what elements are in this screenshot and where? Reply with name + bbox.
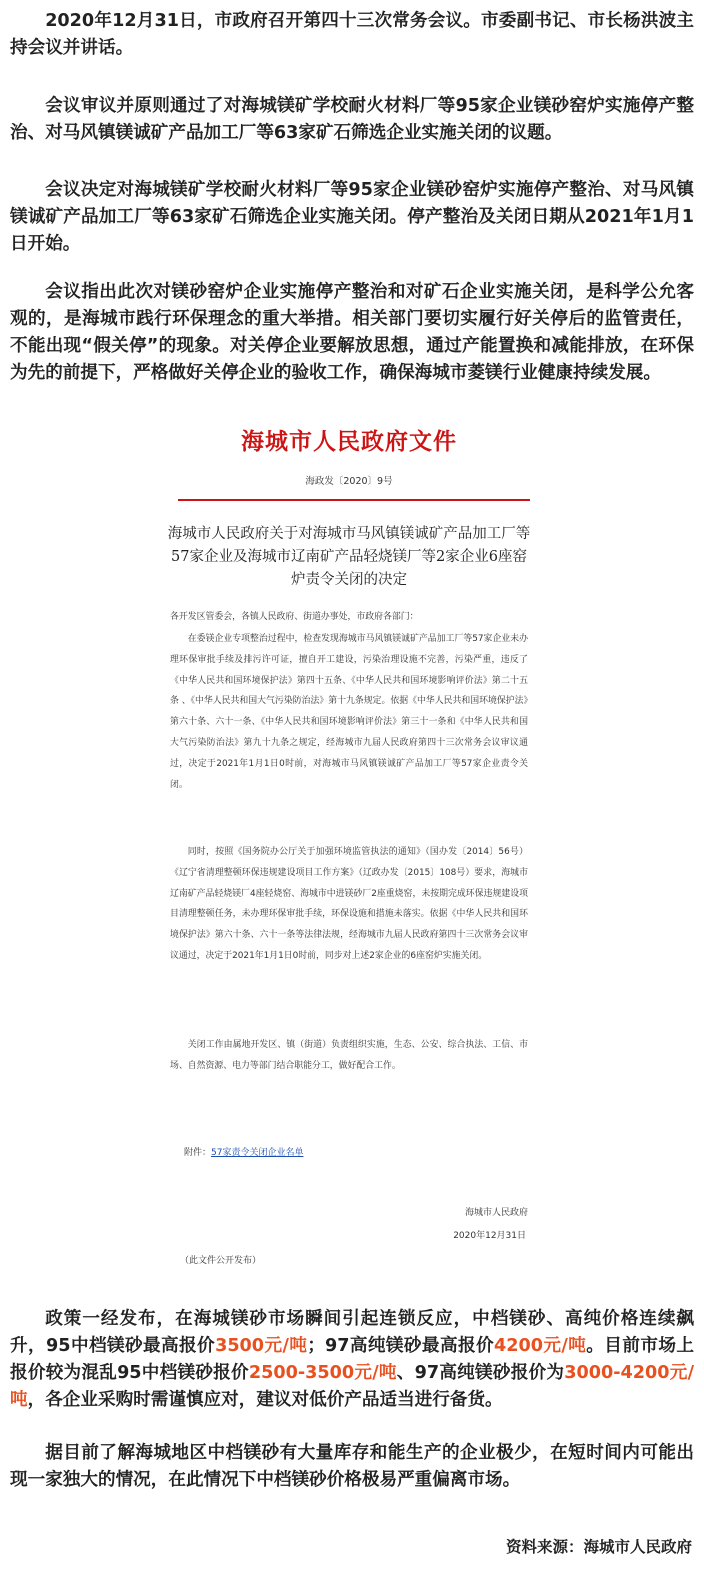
document-date: 2020年12月31日 (453, 1231, 526, 1241)
document-header: 海城市人民政府文件 (241, 428, 457, 455)
document-red-rule (178, 499, 530, 501)
document-paragraph-2: 同时，按照《国务院办公厅关于加强环境监管执法的通知》（国办发〔2014〕56号）《辽宁省清理整顿环保违规建设项目工作方案》（辽政办发〔2015〕108号）要求，海城市辽南矿产品轻烧镁厂4座轻烧窑、海城市中进镁砂厂2座重烧窑，未按期完成环保违规建设项目清理整顿任务，未办理环保审批手续，环保设施和措施未落实。依据《中华人民共和国环境保护法》第六十条、六十一条等法律法规，经海城市九届人民政府第四十三次常务会议审议通过，决定于2021年1月1日0时前，同步对上述2家企业的6座窑炉实施关闭。 (170, 847, 528, 961)
article-paragraph-4: 会议指出此次对镁砂窑炉企业实施停产整治和对矿石企业实施关闭，是科学公允客观的，是海城市践行环保理念的重大举措。相关部门要切实履行好关停后的监管责任，不能出现“假关停”的现象。对关停企业要解放思想，通过产能置换和减能排放，在环保为先的前提下，严格做好关停企业的验收工作，确保海城市菱镁行业健康持续发展。 (10, 282, 694, 383)
text-segment: 、97高纯镁砂报价为 (396, 1363, 565, 1383)
price-highlight: 4200元/吨 (494, 1336, 587, 1356)
text-segment: ；97高纯镁砂最高报价 (307, 1336, 494, 1356)
price-highlight: 3500元/吨 (215, 1336, 308, 1356)
official-document-image (150, 415, 548, 1277)
document-attachment (184, 1145, 303, 1158)
article-paragraph-3: 会议决定对海城镁矿学校耐火材料厂等95家企业镁砂窑炉实施停产整治、对马风镇镁诚矿产品加工厂等63家矿石筛选企业实施关闭。停产整治及关闭日期从2021年1月1日开始。 (10, 180, 694, 254)
document-publish-note: （此文件公开发布） (180, 1256, 262, 1266)
source-attribution: 资料来源：海城市人民政府 (505, 1538, 692, 1556)
document-addressee: 各开发区管委会，各镇人民政府、街道办事处，市政府各部门： (170, 612, 419, 622)
document-number: 海政发〔2020〕9号 (305, 476, 393, 487)
attachment-link[interactable]: 57家责令关闭企业名单 (211, 1148, 304, 1158)
article-paragraph-5 (10, 1306, 694, 1414)
document-paragraph-3: 关闭工作由属地开发区、镇（街道）负责组织实施，生态、公安、综合执法、工信、市场、自然资源、电力等部门结合职能分工，做好配合工作。 (170, 1040, 528, 1071)
article-paragraph-1: 2020年12月31日，市政府召开第四十三次常务会议。市委副书记、市长杨洪波主持会议并讲话。 (10, 11, 694, 58)
document-signature: 海城市人民政府 (464, 1208, 528, 1218)
price-highlight: 3000-4200元/吨 (10, 1363, 694, 1410)
price-highlight: 2500-3500元/吨 (248, 1363, 397, 1383)
text-segment: 。目前市场上报价较为混乱95中档镁砂报价 (10, 1336, 694, 1383)
text-segment: ，各企业采购时需谨慎应对，建议对低价产品适当进行备货。 (27, 1390, 503, 1410)
text-segment: 政策一经发布，在海城镁砂市场瞬间引起连锁反应，中档镁砂、高纯价格连续飙升，95中档镁砂最高报价 (10, 1309, 694, 1356)
document-paragraph-1: 在委镁企业专项整治过程中，检查发现海城市马风镇镁诚矿产品加工厂等57家企业未办理环保审批手续及排污许可证，擅自开工建设，污染治理设施不完善，污染严重，违反了《中华人民共和国环境保护法》第四十五条、《中华人民共和国环境影响评价法》第二十五条 、《中华人民共和国大气污染防治法》第十九条规定。依据《中华人民共和国环境保护法》第六十条、六十一条、《中华人民共和国环境影响评价法》第三十一条和《中华人民共和国大气污染防治法》第九十九条之规定，经海城市九届人民政府第四十三次常务会议审议通过，决定于2021年1月1日0时前，对海城市马风镇镁诚矿产品加工厂等57家企业责令关闭。 (170, 634, 528, 790)
attachment-label: 附件： (184, 1148, 212, 1158)
article-paragraph-2: 会议审议并原则通过了对海城镁矿学校耐火材料厂等95家企业镁砂窑炉实施停产整治、对马风镇镁诚矿产品加工厂等63家矿石筛选企业实施关闭的议题。 (10, 96, 694, 143)
document-title: 海城市人民政府关于对海城市马风镇镁诚矿产品加工厂等57家企业及海城市辽南矿产品轻烧镁厂等2家企业6座窑炉责令关闭的决定 (167, 526, 531, 588)
article-paragraph-6: 据目前了解海城地区中档镁砂有大量库存和能生产的企业极少，在短时间内可能出现一家独大的情况，在此情况下中档镁砂价格极易严重偏离市场。 (10, 1443, 694, 1490)
